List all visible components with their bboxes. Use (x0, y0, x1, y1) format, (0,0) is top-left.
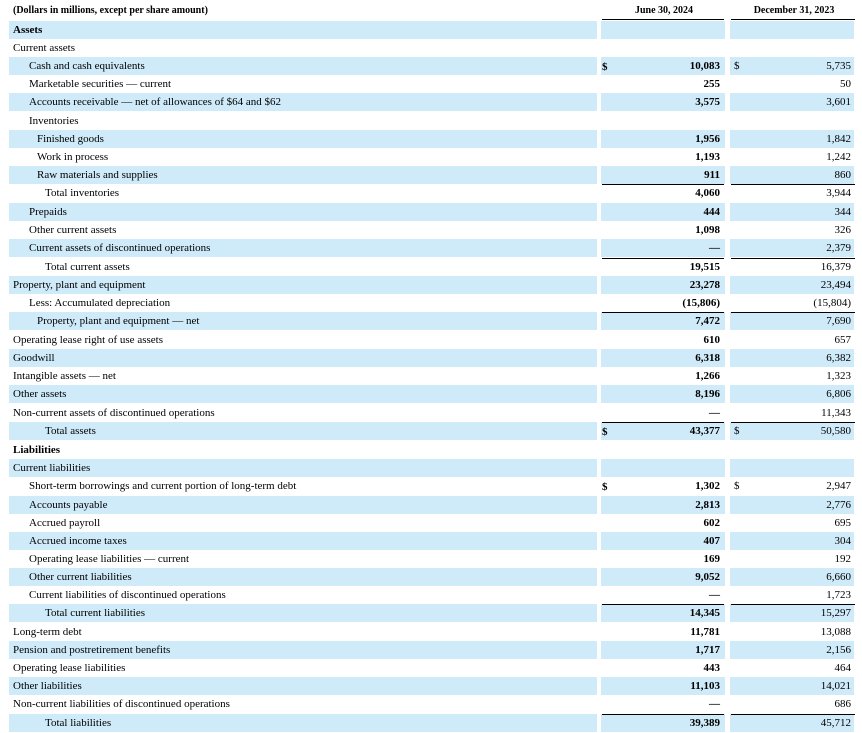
value-june-2024: 6,318 (695, 352, 720, 364)
row-label: Non-current assets of discontinued operations (13, 407, 215, 419)
value-june-2024: 602 (703, 517, 720, 529)
value-june-2024: 1,193 (695, 151, 720, 163)
value-december-2023: 2,379 (826, 242, 851, 254)
row-shading (730, 459, 854, 477)
table-row (0, 112, 862, 130)
table-row (0, 714, 862, 732)
value-june-2024: 1,302 (695, 480, 720, 492)
value-december-2023: 1,842 (826, 133, 851, 145)
row-shading (730, 21, 854, 39)
subtotal-rule (602, 184, 724, 185)
value-december-2023: 50 (840, 78, 851, 90)
row-label: Prepaids (29, 206, 67, 218)
row-label: Accrued payroll (29, 517, 101, 529)
subtotal-rule (602, 714, 724, 715)
table-row (0, 404, 862, 422)
table-row (0, 276, 862, 294)
row-label: Less: Accumulated depreciation (29, 297, 171, 309)
row-label: Total inventories (45, 187, 120, 199)
value-december-2023: 16,379 (820, 261, 851, 273)
table-row (0, 331, 862, 349)
value-june-2024: 444 (703, 206, 720, 218)
value-december-2023: 45,712 (820, 717, 851, 729)
table-row (0, 532, 862, 550)
table-row (0, 312, 862, 330)
table-row (0, 130, 862, 148)
row-label: Other assets (13, 388, 67, 400)
value-june-2024: 8,196 (695, 388, 720, 400)
table-row (0, 623, 862, 641)
value-june-2024: 14,345 (689, 607, 720, 619)
value-december-2023: 3,601 (826, 96, 851, 108)
table-row (0, 385, 862, 403)
table-row (0, 586, 862, 604)
value-june-2024: — (709, 407, 720, 419)
value-december-2023: 1,723 (826, 589, 851, 601)
table-header (0, 0, 862, 21)
value-december-2023: 11,343 (821, 407, 851, 419)
table-row (0, 21, 862, 39)
table-row (0, 367, 862, 385)
row-label: Total current assets (45, 261, 130, 273)
value-june-2024: 610 (703, 334, 720, 346)
table-row (0, 568, 862, 586)
subtotal-rule (602, 604, 724, 605)
row-shading (9, 21, 597, 39)
value-december-2023: 2,156 (826, 644, 851, 656)
header-underline (602, 19, 724, 20)
value-december-2023: 50,580 (820, 425, 851, 437)
table-row (0, 39, 862, 57)
value-june-2024: 7,472 (695, 315, 720, 327)
value-june-2024: 11,781 (690, 626, 720, 638)
row-label: Assets (13, 24, 43, 36)
table-row (0, 166, 862, 184)
row-label: Total current liabilities (45, 607, 146, 619)
value-december-2023: 2,947 (826, 480, 851, 492)
value-june-2024: 407 (703, 535, 720, 547)
subtotal-rule (602, 422, 724, 423)
row-label: Current assets of discontinued operations (29, 242, 211, 254)
row-label: Marketable securities — current (29, 78, 172, 90)
units-label: (Dollars in millions, except per share amount) (13, 5, 208, 16)
row-shading (9, 385, 597, 403)
row-label: Accounts receivable — net of allowances of $64 and $62 (29, 96, 281, 108)
row-label: Long-term debt (13, 626, 82, 638)
value-december-2023: 6,660 (826, 571, 851, 583)
row-label: Liabilities (13, 444, 61, 456)
row-shading (9, 422, 597, 440)
value-june-2024: — (709, 589, 720, 601)
subtotal-rule (731, 312, 855, 313)
value-december-2023: 6,382 (826, 352, 851, 364)
table-row (0, 93, 862, 111)
subtotal-rule (731, 604, 855, 605)
value-december-2023: 686 (834, 698, 851, 710)
value-december-2023: 695 (834, 517, 851, 529)
row-shading (601, 21, 725, 39)
value-december-2023: 304 (834, 535, 851, 547)
value-december-2023: 1,323 (826, 370, 851, 382)
row-label: Total assets (45, 425, 96, 437)
value-december-2023: 5,735 (826, 60, 851, 72)
value-december-2023: 464 (834, 662, 851, 674)
currency-symbol: $ (734, 60, 740, 72)
table-row (0, 641, 862, 659)
value-december-2023: 23,494 (820, 279, 851, 291)
currency-symbol: $ (734, 425, 740, 437)
value-december-2023: (15,804) (813, 297, 851, 309)
subtotal-rule (602, 312, 724, 313)
row-shading (9, 459, 597, 477)
table-row (0, 221, 862, 239)
subtotal-rule (731, 422, 855, 423)
value-june-2024: 3,575 (695, 96, 720, 108)
row-label: Accounts payable (29, 499, 108, 511)
value-december-2023: 192 (834, 553, 851, 565)
table-row (0, 441, 862, 459)
table-row (0, 659, 862, 677)
table-row (0, 550, 862, 568)
row-label: Other liabilities (13, 680, 82, 692)
value-june-2024: — (709, 698, 720, 710)
table-row (0, 422, 862, 440)
value-june-2024: 10,083 (689, 60, 720, 72)
value-december-2023: 6,806 (826, 388, 851, 400)
value-june-2024: 443 (703, 662, 720, 674)
row-label: Work in process (37, 151, 109, 163)
value-june-2024: 19,515 (689, 261, 720, 273)
value-june-2024: 9,052 (695, 571, 720, 583)
table-row (0, 239, 862, 257)
value-june-2024: 169 (703, 553, 720, 565)
value-december-2023: 344 (834, 206, 851, 218)
value-june-2024: 255 (703, 78, 720, 90)
row-label: Goodwill (13, 352, 55, 364)
table-row (0, 184, 862, 202)
currency-symbol: $ (734, 480, 740, 492)
value-december-2023: 326 (834, 224, 851, 236)
row-label: Intangible assets — net (13, 370, 116, 382)
value-june-2024: 2,813 (695, 499, 720, 511)
value-june-2024: 11,103 (690, 680, 720, 692)
value-june-2024: 1,717 (695, 644, 720, 656)
row-label: Short-term borrowings and current portion of long-term debt (29, 480, 297, 492)
row-label: Inventories (29, 115, 79, 127)
row-label: Non-current liabilities of discontinued operations (13, 698, 230, 710)
row-shading (9, 349, 597, 367)
table-row (0, 75, 862, 93)
row-shading (9, 203, 597, 221)
subtotal-rule (731, 258, 855, 259)
row-label: Operating lease right of use assets (13, 334, 163, 346)
value-december-2023: 13,088 (820, 626, 851, 638)
table-row (0, 695, 862, 713)
table-row (0, 477, 862, 495)
row-label: Current liabilities (13, 462, 91, 474)
table-row (0, 294, 862, 312)
row-label: Accrued income taxes (29, 535, 127, 547)
value-june-2024: 1,098 (695, 224, 720, 236)
row-label: Pension and postretirement benefits (13, 644, 171, 656)
row-label: Operating lease liabilities (13, 662, 126, 674)
value-june-2024: (15,806) (682, 297, 720, 309)
row-label: Total liabilities (45, 717, 112, 729)
value-december-2023: 7,690 (826, 315, 851, 327)
subtotal-rule (731, 184, 855, 185)
currency-symbol: $ (602, 426, 608, 438)
row-shading (601, 459, 725, 477)
value-june-2024: 4,060 (695, 187, 720, 199)
table-row (0, 57, 862, 75)
value-june-2024: 23,278 (689, 279, 720, 291)
table-row (0, 496, 862, 514)
column-header-december-2023: December 31, 2023 (753, 5, 835, 16)
value-june-2024: 911 (704, 169, 720, 181)
table-row (0, 349, 862, 367)
row-label: Cash and cash equivalents (29, 60, 145, 72)
row-label: Current liabilities of discontinued operations (29, 589, 226, 601)
row-label: Other current assets (29, 224, 117, 236)
value-december-2023: 657 (834, 334, 851, 346)
value-june-2024: 1,266 (695, 370, 720, 382)
value-december-2023: 1,242 (826, 151, 851, 163)
column-header-june-2024: June 30, 2024 (634, 5, 694, 16)
header-underline (731, 19, 855, 20)
row-label: Raw materials and supplies (37, 169, 158, 181)
subtotal-rule (731, 714, 855, 715)
table-row (0, 677, 862, 695)
value-june-2024: — (709, 242, 720, 254)
table-row (0, 459, 862, 477)
table-row (0, 148, 862, 166)
table-row (0, 203, 862, 221)
row-label: Property, plant and equipment (13, 279, 146, 291)
currency-symbol: $ (602, 61, 608, 73)
value-june-2024: 39,389 (689, 717, 720, 729)
row-label: Current assets (13, 42, 76, 54)
row-label: Property, plant and equipment — net (37, 315, 200, 327)
value-december-2023: 14,021 (820, 680, 851, 692)
table-row (0, 604, 862, 622)
value-december-2023: 2,776 (826, 499, 851, 511)
subtotal-rule (602, 258, 724, 259)
value-december-2023: 3,944 (826, 187, 851, 199)
table-row (0, 258, 862, 276)
value-june-2024: 43,377 (689, 425, 720, 437)
value-december-2023: 860 (834, 169, 851, 181)
table-row (0, 514, 862, 532)
row-label: Finished goods (37, 133, 104, 145)
value-december-2023: 15,297 (820, 607, 851, 619)
row-label: Other current liabilities (29, 571, 132, 583)
currency-symbol: $ (602, 481, 608, 493)
value-june-2024: 1,956 (695, 133, 720, 145)
row-shading (9, 677, 597, 695)
row-label: Operating lease liabilities — current (29, 553, 190, 565)
